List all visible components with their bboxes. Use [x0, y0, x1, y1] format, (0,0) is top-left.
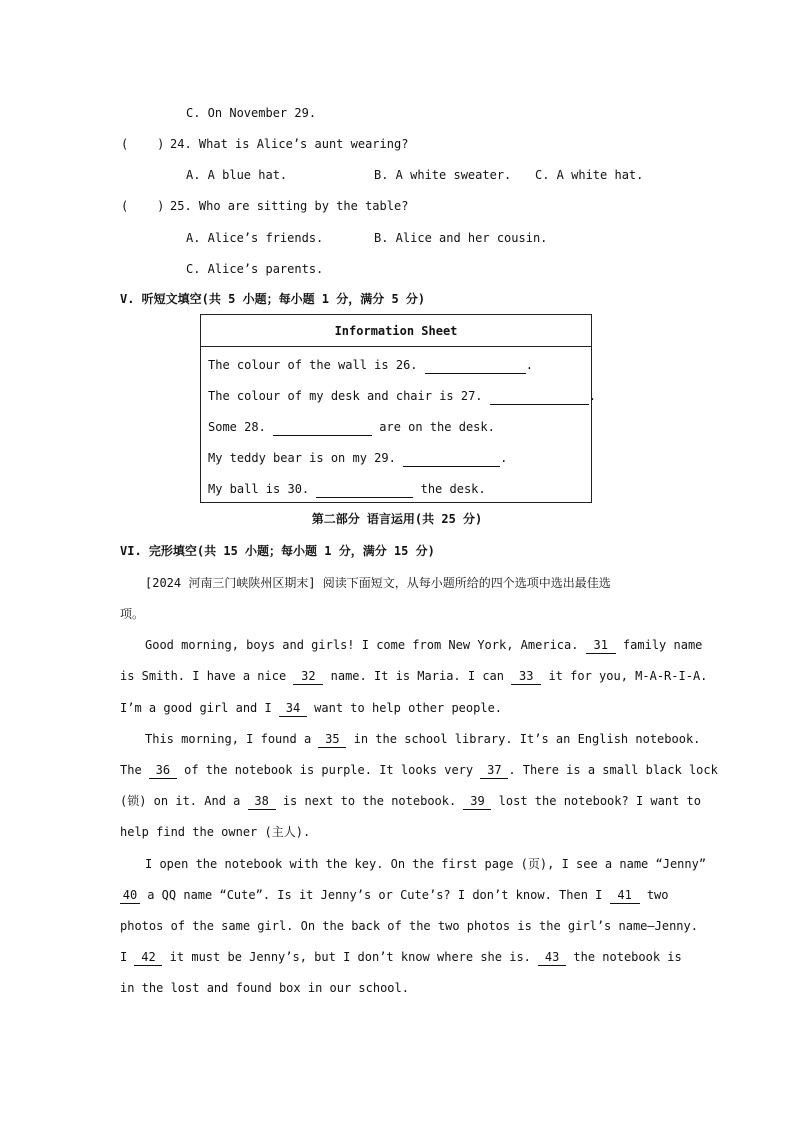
passage-text: name. It is Maria. I can: [323, 669, 512, 683]
q24-option-b[interactable]: B. A white sweater.: [374, 168, 512, 182]
passage-line: [145, 731, 700, 748]
passage-line: photos of the same girl. On the back of the two photos is the girl’s name—Jenny.: [120, 919, 698, 933]
passage-text: of the notebook is purple. It looks very: [176, 763, 481, 777]
passage-text: the notebook is: [566, 950, 682, 964]
information-sheet-table: [200, 314, 596, 503]
blank-28[interactable]: [273, 419, 372, 436]
section-6-heading: VI. 完形填空(共 15 小题；每小题 1 分，满分 15 分): [120, 544, 435, 558]
blank-38[interactable]: 38: [248, 793, 276, 810]
passage-line: [120, 887, 669, 904]
passage-text: . There is a small black lock: [508, 763, 718, 777]
passage-text: a QQ name “Cute”. Is it Jenny’s or Cute’s? I don’t know. Then I: [140, 888, 610, 902]
blank-31[interactable]: 31: [586, 637, 616, 654]
info-row-text: The colour of my desk and chair is 27.: [208, 389, 490, 403]
blank-34[interactable]: 34: [279, 700, 307, 717]
blank-29[interactable]: [403, 450, 500, 467]
blank-37[interactable]: 37: [480, 762, 508, 779]
q25-option-c[interactable]: C. Alice’s parents.: [186, 262, 324, 276]
section-6-source-continued: 项。: [120, 607, 145, 621]
info-row-text: .: [588, 389, 596, 403]
passage-text: lost the notebook? I want to: [491, 794, 701, 808]
passage-text: The: [120, 763, 149, 777]
q24-question: 24. What is Alice’s aunt wearing?: [170, 137, 409, 151]
info-row-text: Some 28.: [208, 420, 274, 434]
info-row-28: [208, 419, 495, 436]
blank-40[interactable]: 40: [120, 887, 140, 904]
passage-text: is Smith. I have a nice: [120, 669, 294, 683]
part-2-heading: 第二部分 语言运用(共 25 分): [311, 512, 483, 526]
blank-27[interactable]: [490, 388, 589, 405]
blank-41[interactable]: 41: [610, 887, 640, 904]
passage-text: in the school library. It’s an English notebook.: [346, 732, 701, 746]
q24-option-c[interactable]: C. A white hat.: [535, 168, 644, 182]
passage-line: [120, 668, 707, 685]
info-row-text: My ball is 30.: [208, 482, 317, 496]
passage-text: family name: [615, 638, 703, 652]
info-row-29: [208, 450, 507, 467]
passage-text: it must be Jenny’s, but I don’t know where she is.: [162, 950, 539, 964]
passage-text: (锁) on it. And a: [120, 794, 248, 808]
info-row-30: [208, 481, 486, 498]
blank-43[interactable]: 43: [538, 949, 566, 966]
passage-text: Good morning, boys and girls! I come from New York, America.: [145, 638, 586, 652]
info-row-text: The colour of the wall is 26.: [208, 358, 425, 372]
q25-question: 25. Who are sitting by the table?: [170, 199, 409, 213]
info-row-text: the desk.: [413, 482, 486, 496]
blank-33[interactable]: 33: [511, 668, 541, 685]
passage-line: [120, 762, 718, 779]
info-row-26: [208, 357, 533, 374]
q23-option-c: C. On November 29.: [186, 106, 317, 120]
blank-35[interactable]: 35: [318, 731, 346, 748]
q24-option-a[interactable]: A. A blue hat.: [186, 168, 288, 182]
passage-text: This morning, I found a: [145, 732, 319, 746]
information-sheet-title: Information Sheet: [201, 315, 591, 347]
q25-option-b[interactable]: B. Alice and her cousin.: [374, 231, 548, 245]
passage-line: I open the notebook with the key. On the first page (页), I see a name “Jenny”: [145, 857, 707, 871]
passage-text: I’m a good girl and I: [120, 701, 279, 715]
passage-text: I: [120, 950, 135, 964]
blank-36[interactable]: 36: [149, 762, 177, 779]
blank-42[interactable]: 42: [134, 949, 162, 966]
passage-line: in the lost and found box in our school.: [120, 981, 409, 995]
section-5-heading: V. 听短文填空(共 5 小题；每小题 1 分，满分 5 分): [120, 292, 426, 306]
passage-line: [120, 700, 502, 717]
section-6-source: [2024 河南三门峡陕州区期末] 阅读下面短文，从每小题所给的四个选项中选出最佳选: [145, 576, 611, 590]
blank-39[interactable]: 39: [463, 793, 491, 810]
info-row-text: .: [500, 451, 508, 465]
passage-text: is next to the notebook.: [275, 794, 464, 808]
passage-text: want to help other people.: [306, 701, 503, 715]
blank-26[interactable]: [425, 357, 526, 374]
info-row-text: are on the desk.: [372, 420, 495, 434]
q25-answer-bracket[interactable]: ( ): [121, 199, 165, 213]
info-row-27: [208, 388, 596, 405]
passage-line: [120, 949, 682, 966]
passage-line: help find the owner (主人).: [120, 825, 311, 839]
q25-option-a[interactable]: A. Alice’s friends.: [186, 231, 324, 245]
q24-answer-bracket[interactable]: ( ): [121, 137, 165, 151]
info-row-text: .: [525, 358, 533, 372]
passage-text: two: [639, 888, 669, 902]
blank-30[interactable]: [316, 481, 413, 498]
passage-line: [145, 637, 702, 654]
info-row-text: My teddy bear is on my 29.: [208, 451, 404, 465]
blank-32[interactable]: 32: [293, 668, 323, 685]
passage-line: [120, 793, 701, 810]
passage-text: it for you, M-A-R-I-A.: [541, 669, 708, 683]
